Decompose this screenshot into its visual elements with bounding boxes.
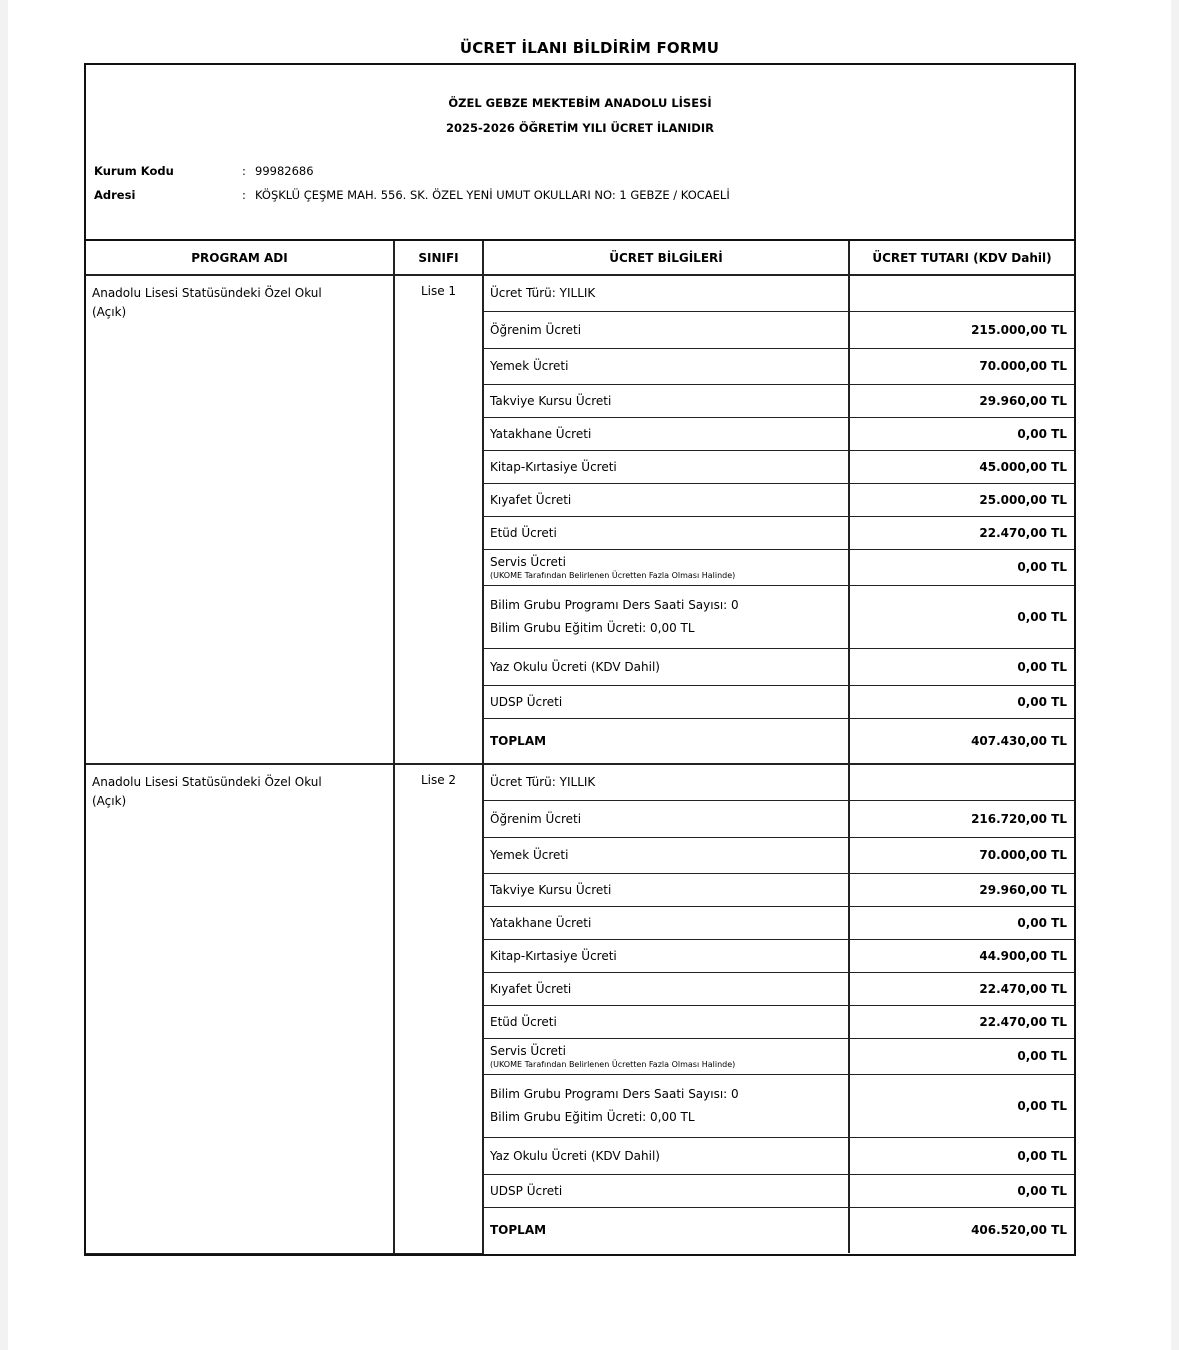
fee-amount: 215.000,00 TL [849,311,1074,348]
fee-label: Kıyafet Ücreti [490,492,572,507]
academic-year-line: 2025-2026 ÖĞRETİM YILI ÜCRET İLANIDIR [446,121,714,135]
fee-label-cell [483,348,849,384]
fee-amount: 70.000,00 TL [849,348,1074,384]
fee-label: Ücret Türü: YILLIK [490,775,596,790]
fee-table [86,241,1074,1254]
fee-amount: 45.000,00 TL [849,450,1074,483]
fee-label: Etüd Ücreti [490,1014,557,1029]
fee-amount: 0,00 TL [849,648,1074,685]
table-header-row [86,241,1074,275]
fee-label: Takviye Kursu Ücreti [490,882,612,897]
fee-label-cell [483,384,849,417]
address-label: Adresi [94,188,136,202]
fee-label-cell [483,837,849,873]
total-amount: 407.430,00 TL [849,718,1074,764]
fee-label-cell [483,1038,849,1074]
fee-label-cell [483,1074,849,1137]
fee-amount [849,275,1074,311]
fee-table-body [86,275,1074,1253]
fee-amount: 22.470,00 TL [849,1005,1074,1038]
program-status: (Açık) [92,794,127,808]
fee-label: Yemek Ücreti [490,848,569,862]
fee-label: Kitap-Kırtasiye Ücreti [490,948,617,963]
fee-label-cell [483,1174,849,1207]
fee-label-cell [483,483,849,516]
fee-amount: 0,00 TL [849,585,1074,648]
program-name-cell [86,764,394,1253]
fee-label: Ücret Türü: YILLIK [490,286,596,301]
fee-amount: 22.470,00 TL [849,972,1074,1005]
program-status: (Açık) [92,305,127,319]
fee-label-secondary: Bilim Grubu Eğitim Ücreti: 0,00 TL [490,621,695,635]
fee-label: Yemek Ücreti [490,359,569,373]
fee-label-secondary: Bilim Grubu Eğitim Ücreti: 0,00 TL [490,1110,695,1124]
fee-label: Öğrenim Ücreti [490,811,582,826]
fee-label: Yatakhane Ücreti [490,915,592,930]
fee-amount: 70.000,00 TL [849,837,1074,873]
institution-code-label: Kurum Kodu [94,164,174,178]
fee-amount: 0,00 TL [849,549,1074,585]
program-name-cell [86,275,394,764]
fee-note: (UKOME Tarafından Belirlenen Ücretten Fazla Olması Halinde) [490,570,736,580]
fee-label-cell [483,939,849,972]
class-cell: Lise 2 [394,764,483,1253]
fee-note: (UKOME Tarafından Belirlenen Ücretten Fazla Olması Halinde) [490,1059,736,1069]
fee-amount: 216.720,00 TL [849,800,1074,837]
program-name: Anadolu Lisesi Statüsündeki Özel Okul [92,286,322,300]
fee-label-cell [483,417,849,450]
form-title: ÜCRET İLANI BİLDİRİM FORMU [459,39,720,57]
fee-amount: 29.960,00 TL [849,873,1074,906]
fee-amount: 0,00 TL [849,1174,1074,1207]
fee-amount: 0,00 TL [849,685,1074,718]
fee-label-cell [483,1137,849,1174]
fee-label: Etüd Ücreti [490,525,557,540]
separator-colon: : [242,188,246,202]
fee-row [86,764,1074,800]
fee-label: UDSP Ücreti [490,1183,563,1198]
fee-label-cell [483,450,849,483]
fee-label-cell [483,648,849,685]
fee-label-cell [483,906,849,939]
fee-label: Bilim Grubu Programı Ders Saati Sayısı: 0 [490,1087,739,1101]
fee-label-cell [483,311,849,348]
fee-row [86,275,1074,311]
fee-amount: 44.900,00 TL [849,939,1074,972]
fee-label: Bilim Grubu Programı Ders Saati Sayısı: 0 [490,598,739,612]
institution-header [86,65,1074,241]
column-header-program: PROGRAM ADI [86,241,394,275]
address-row [94,188,730,202]
fee-label: Kitap-Kırtasiye Ücreti [490,459,617,474]
fee-label: Servis Ücreti [490,1043,566,1058]
fee-label-cell [483,275,849,311]
total-amount: 406.520,00 TL [849,1207,1074,1253]
address-value: KÖŞKLÜ ÇEŞME MAH. 556. SK. ÖZEL YENİ UMUT OKULLARI NO: 1 GEBZE / KOCAELİ [255,188,730,202]
fee-amount: 0,00 TL [849,1038,1074,1074]
column-header-fee-info: ÜCRET BİLGİLERİ [483,241,849,275]
fee-amount: 0,00 TL [849,1137,1074,1174]
fee-label-cell [483,1005,849,1038]
fee-label-cell [483,685,849,718]
fee-label: TOPLAM [490,1223,547,1238]
form-frame [84,63,1076,1256]
fee-label-cell [483,873,849,906]
fee-label-cell [483,516,849,549]
fee-label-cell [483,800,849,837]
fee-label-cell [483,764,849,800]
fee-label-cell [483,1207,849,1253]
fee-label: Yaz Okulu Ücreti (KDV Dahil) [490,1148,660,1163]
fee-label: Servis Ücreti [490,554,566,569]
fee-label-cell [483,972,849,1005]
program-name: Anadolu Lisesi Statüsündeki Özel Okul [92,775,322,789]
fee-label-cell [483,549,849,585]
school-name: ÖZEL GEBZE MEKTEBİM ANADOLU LİSESİ [448,96,712,110]
fee-label: TOPLAM [490,733,547,748]
fee-amount: 0,00 TL [849,906,1074,939]
column-header-fee-amount: ÜCRET TUTARI (KDV Dahil) [849,241,1074,275]
separator-colon: : [242,164,246,178]
column-header-class: SINIFI [394,241,483,275]
fee-amount [849,764,1074,800]
fee-label-cell [483,718,849,764]
fee-label: Yatakhane Ücreti [490,426,592,441]
fee-label: UDSP Ücreti [490,694,563,709]
fee-amount: 25.000,00 TL [849,483,1074,516]
fee-amount: 22.470,00 TL [849,516,1074,549]
fee-label: Kıyafet Ücreti [490,981,572,996]
fee-label: Öğrenim Ücreti [490,322,582,337]
institution-code-value: 99982686 [255,164,314,178]
class-cell: Lise 1 [394,275,483,764]
institution-code-row [94,164,314,178]
fee-label: Yaz Okulu Ücreti (KDV Dahil) [490,659,660,674]
fee-label: Takviye Kursu Ücreti [490,393,612,408]
fee-amount: 0,00 TL [849,417,1074,450]
fee-label-cell [483,585,849,648]
fee-amount: 29.960,00 TL [849,384,1074,417]
document-page [8,0,1171,1350]
fee-amount: 0,00 TL [849,1074,1074,1137]
